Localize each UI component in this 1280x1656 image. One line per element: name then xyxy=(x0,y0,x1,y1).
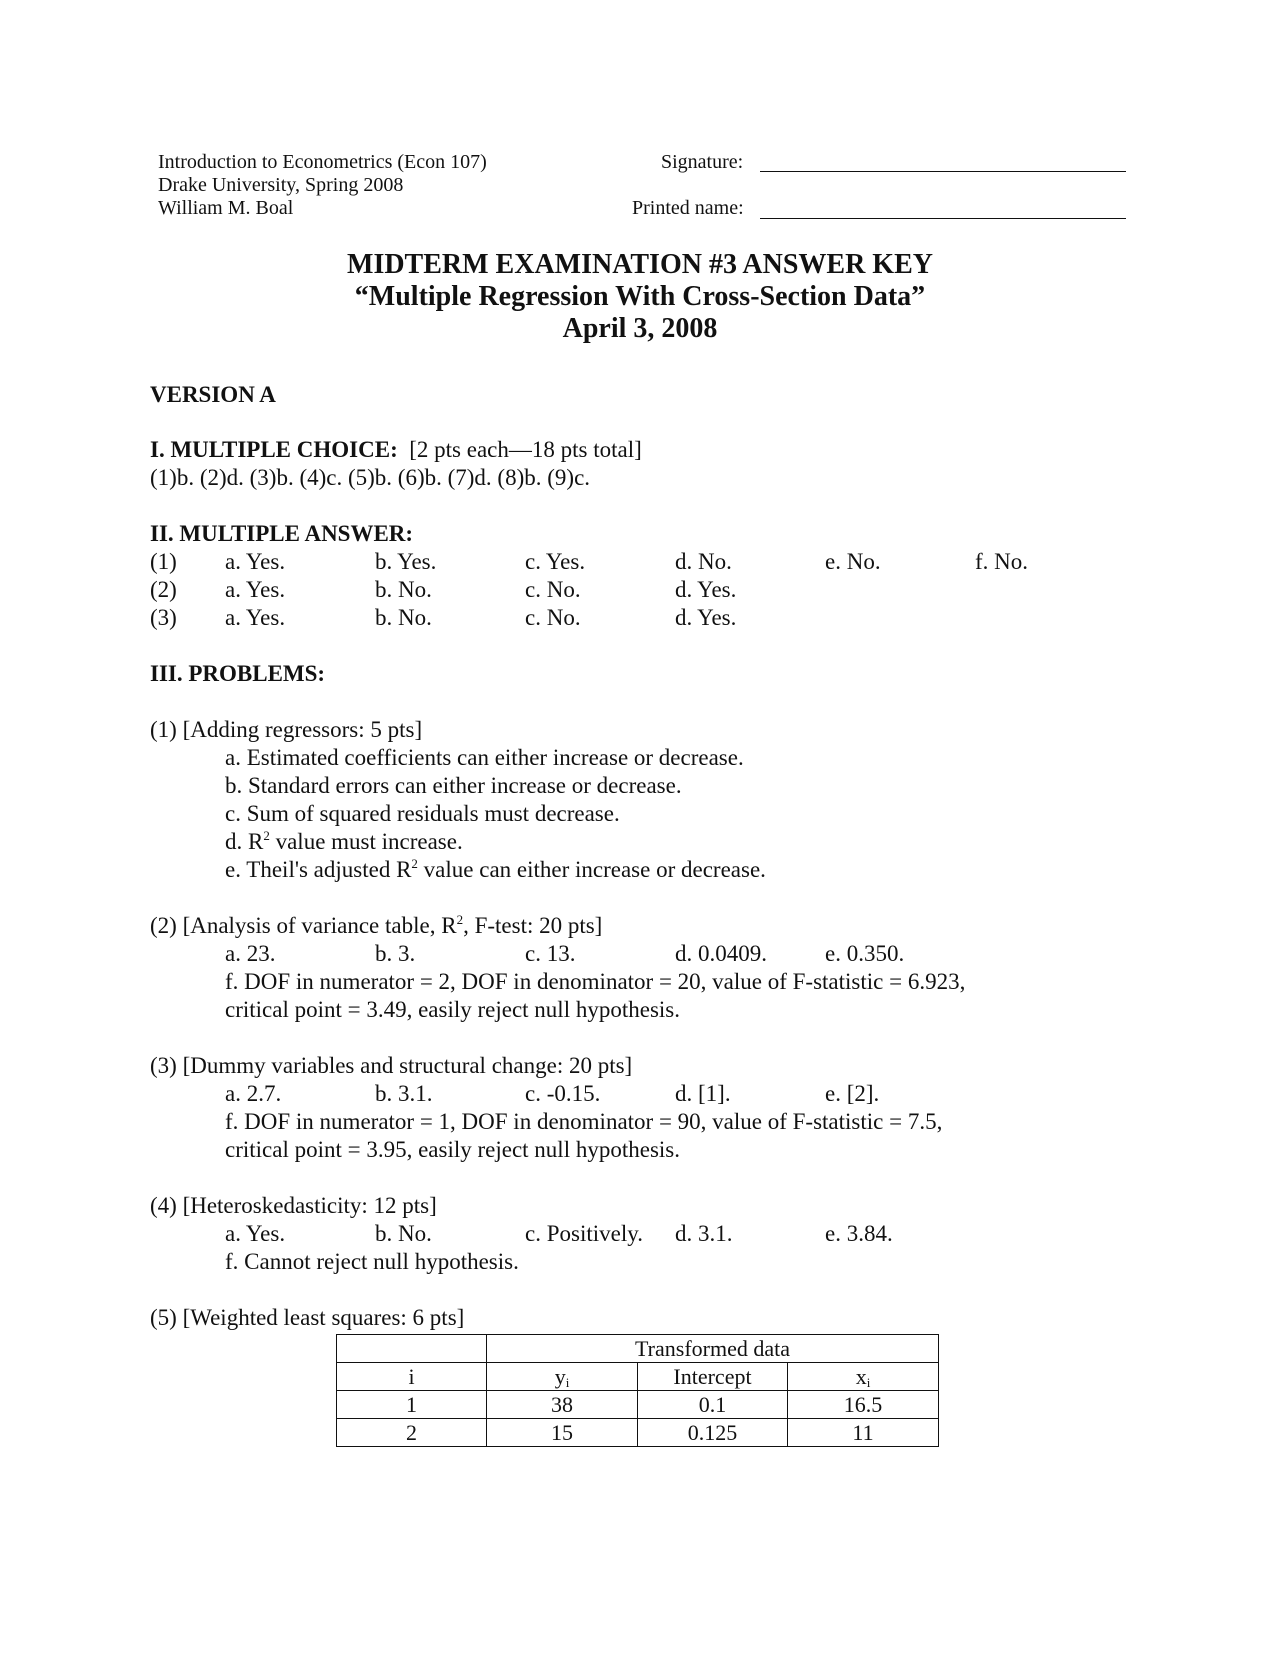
col-header-x-sub: i xyxy=(866,1375,871,1390)
table-cell: 0.1 xyxy=(638,1391,788,1419)
problems-heading: III. PROBLEMS: xyxy=(150,661,326,686)
signature-line[interactable] xyxy=(760,171,1126,172)
problem-3-cell: b. 3.1. xyxy=(375,1081,433,1106)
problem-2-title xyxy=(150,913,602,939)
version-label: VERSION A xyxy=(150,382,276,407)
problem-1-d xyxy=(225,829,463,855)
problem-1-d-sup: 2 xyxy=(263,828,270,843)
problem-3-cell: c. -0.15. xyxy=(525,1081,601,1106)
problem-1-e-pre: e. Theil's adjusted R xyxy=(225,857,412,882)
ma-row-num: (1) xyxy=(150,549,177,574)
course-name: Introduction to Econometrics (Econ 107) xyxy=(158,151,487,173)
table-cell: 1 xyxy=(337,1391,487,1419)
problem-4-cell: c. Positively. xyxy=(525,1221,643,1246)
col-header-y xyxy=(487,1363,638,1391)
ma-cell: d. No. xyxy=(675,549,732,574)
problem-4-title: (4) [Heteroskedasticity: 12 pts] xyxy=(150,1193,437,1218)
exam-date: April 3, 2008 xyxy=(562,313,718,344)
problem-4-cell: a. Yes. xyxy=(225,1221,286,1246)
table-cell: 15 xyxy=(487,1419,638,1447)
problem-1-e xyxy=(225,857,766,883)
ma-cell: a. Yes. xyxy=(225,605,286,630)
table-row xyxy=(337,1419,939,1447)
printed-name-line[interactable] xyxy=(760,218,1126,219)
problem-4-cell: d. 3.1. xyxy=(675,1221,733,1246)
university-term: Drake University, Spring 2008 xyxy=(158,174,404,196)
problem-4-f: f. Cannot reject null hypothesis. xyxy=(225,1249,519,1274)
problem-1-title: (1) [Adding regressors: 5 pts] xyxy=(150,717,423,742)
problem-4-cell: b. No. xyxy=(375,1221,432,1246)
problem-3-cell: d. [1]. xyxy=(675,1081,731,1106)
problem-1-d-pre: d. R xyxy=(225,829,264,854)
problem-1-a: a. Estimated coefficients can either increase or decrease. xyxy=(225,745,744,770)
signature-label: Signature: xyxy=(661,151,744,173)
ma-cell: a. Yes. xyxy=(225,549,286,574)
printed-name-label: Printed name: xyxy=(632,197,744,219)
mc-answers: (1)b. (2)d. (3)b. (4)c. (5)b. (6)b. (7)d. (8)b. (9)c. xyxy=(150,465,591,490)
table-header-row xyxy=(337,1363,939,1391)
problem-2-title-sup: 2 xyxy=(456,912,464,927)
table-cell: 2 xyxy=(337,1419,487,1447)
problem-1-e-post: value can either increase or decrease. xyxy=(417,857,766,882)
col-header-y-text: y xyxy=(554,1364,566,1389)
ma-cell: d. Yes. xyxy=(675,577,737,602)
problem-2-cell: d. 0.0409. xyxy=(675,941,767,966)
problem-2-title-pre: (2) [Analysis of variance table, R xyxy=(150,913,457,938)
problem-1-e-sup: 2 xyxy=(411,856,418,871)
mc-points: [2 pts each—18 pts total] xyxy=(409,437,642,462)
ma-cell: b. No. xyxy=(375,577,432,602)
problem-3-f-line2: critical point = 3.95, easily reject null hypothesis. xyxy=(225,1137,680,1162)
col-header-intercept: Intercept xyxy=(638,1363,788,1391)
ma-cell: c. No. xyxy=(525,577,581,602)
ma-cell: e. No. xyxy=(825,549,881,574)
table-cell-empty xyxy=(337,1335,487,1363)
ma-cell: a. Yes. xyxy=(225,577,286,602)
table-group-header: Transformed data xyxy=(487,1335,939,1363)
table-cell: 11 xyxy=(788,1419,939,1447)
instructor-name: William M. Boal xyxy=(158,197,294,219)
problem-2-f-line2: critical point = 3.49, easily reject null hypothesis. xyxy=(225,997,680,1022)
problem-2-cell: c. 13. xyxy=(525,941,576,966)
problem-3-cell: a. 2.7. xyxy=(225,1081,282,1106)
col-header-y-sub: i xyxy=(565,1375,570,1390)
wls-table xyxy=(336,1334,939,1447)
problem-2-cell: b. 3. xyxy=(375,941,416,966)
mc-heading-line xyxy=(150,437,642,463)
col-header-x-text: x xyxy=(855,1364,867,1389)
table-row xyxy=(337,1335,939,1363)
table-cell: 16.5 xyxy=(788,1391,939,1419)
ma-cell: b. Yes. xyxy=(375,549,437,574)
mc-heading: I. MULTIPLE CHOICE: xyxy=(150,437,398,462)
problem-5-title: (5) [Weighted least squares: 6 pts] xyxy=(150,1305,465,1330)
ma-heading: II. MULTIPLE ANSWER: xyxy=(150,521,414,546)
table-row xyxy=(337,1391,939,1419)
ma-cell: c. No. xyxy=(525,605,581,630)
problem-1-d-post: value must increase. xyxy=(269,829,463,854)
problem-2-f-line1: f. DOF in numerator = 2, DOF in denominator = 20, value of F-statistic = 6.923, xyxy=(225,969,966,994)
problem-2-cell: e. 0.350. xyxy=(825,941,905,966)
exam-title: MIDTERM EXAMINATION #3 ANSWER KEY xyxy=(347,249,933,280)
exam-subtitle: “Multiple Regression With Cross-Section Data” xyxy=(354,281,926,312)
ma-cell: f. No. xyxy=(975,549,1029,574)
table-cell: 0.125 xyxy=(638,1419,788,1447)
problem-3-title: (3) [Dummy variables and structural change: 20 pts] xyxy=(150,1053,633,1078)
problem-1-c: c. Sum of squared residuals must decrease. xyxy=(225,801,620,826)
problem-2-cell: a. 23. xyxy=(225,941,276,966)
ma-cell: c. Yes. xyxy=(525,549,586,574)
ma-row-num: (3) xyxy=(150,605,177,630)
ma-row-num: (2) xyxy=(150,577,177,602)
col-header-x xyxy=(788,1363,939,1391)
col-header-i: i xyxy=(337,1363,487,1391)
problem-3-f-line1: f. DOF in numerator = 1, DOF in denominator = 90, value of F-statistic = 7.5, xyxy=(225,1109,943,1134)
problem-1-b: b. Standard errors can either increase or decrease. xyxy=(225,773,682,798)
ma-cell: b. No. xyxy=(375,605,432,630)
problem-2-title-post: , F-test: 20 pts] xyxy=(463,913,603,938)
problem-4-cell: e. 3.84. xyxy=(825,1221,893,1246)
ma-cell: d. Yes. xyxy=(675,605,737,630)
table-cell: 38 xyxy=(487,1391,638,1419)
problem-3-cell: e. [2]. xyxy=(825,1081,880,1106)
